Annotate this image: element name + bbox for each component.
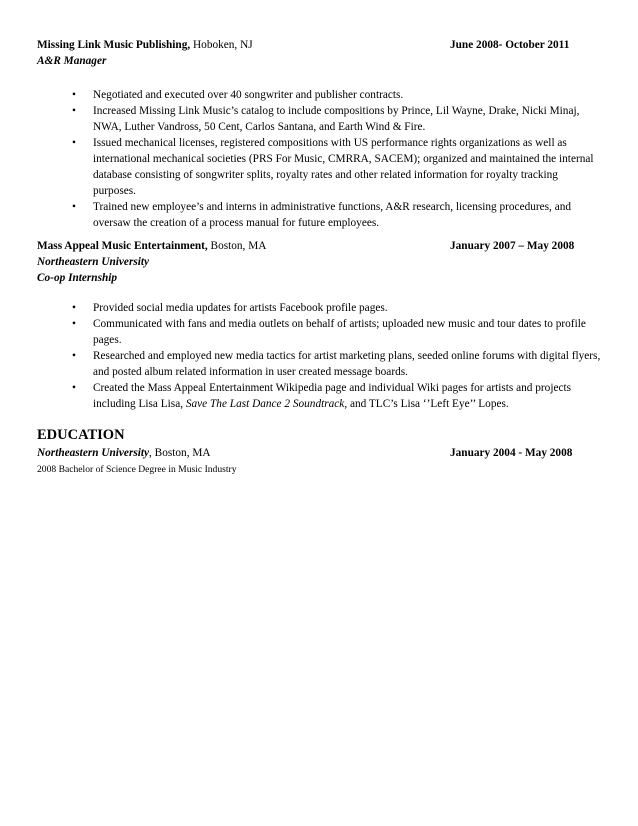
bullet-icon: • [72,350,76,362]
job2-heading [37,238,266,254]
job1-bullet-list [72,87,602,231]
education-location: , Boston, MA [149,447,211,459]
bullet-icon: • [72,302,76,314]
list-item: • Communicated with fans and media outlets on behalf of artists; uploaded new music and tour dates to profile pages. [72,318,586,346]
list-item: • Created the Mass Appeal Entertainment Wikipedia page and individual Wiki pages for artists and projects including Lisa Lisa, Save The Last Dance 2 Soundtrack, and TLC’s Lisa ‘’Left Eye’’ Lopes. [72,382,572,410]
list-item: • Provided social media updates for artists Facebook profile pages. [72,302,388,314]
bullet-icon: • [72,318,76,330]
job1-heading [37,37,253,53]
list-item: • Negotiated and executed over 40 songwriter and publisher contracts. [72,89,404,101]
education-institution [37,445,211,461]
education-heading: EDUCATION [37,427,125,443]
bullet-icon: • [72,105,76,117]
job1-employer: Missing Link Music Publishing, [37,39,191,51]
list-item: • Trained new employee’s and interns in administrative functions, A&R research, licensing procedures, and oversaw the creation of a process manual for future employees. [72,201,572,229]
education-school: Northeastern University [37,447,150,459]
list-item: • Researched and employed new media tactics for artist marketing plans, seeded online forums with digital flyers, and posted album related information in user created message boards. [72,350,601,378]
job2-school: Northeastern University [37,256,150,268]
job1-dates: June 2008- October 2011 [450,39,570,51]
list-item: • Issued mechanical licenses, registered compositions with US performance rights organizations as well as international mechanical societies (PRS For Music, CMRRA, SACEM); organized and maintained the internal database consisting of songwriter splits, royalty rates and other related information for royalty tracking purposes. [72,137,594,197]
education-degree: 2008 Bachelor of Science Degree in Music Industry [37,464,237,475]
job2-bullet-list [72,300,602,412]
job1-title: A&R Manager [37,55,107,67]
bullet-icon: • [72,201,76,213]
job2-dates: January 2007 – May 2008 [450,240,575,252]
bullet-icon: • [72,137,76,149]
soundtrack-title: Save The Last Dance 2 Soundtrack [185,398,345,410]
bullet-icon: • [72,382,76,394]
job2-title: Co-op Internship [37,272,118,284]
list-item: • Increased Missing Link Music’s catalog to include compositions by Prince, Lil Wayne, Drake, Nicki Minaj, NWA, Luther Vandross, 50 Cent, Carlos Santana, and Earth Wind & Fire. [72,105,580,133]
education-dates: January 2004 - May 2008 [450,447,573,459]
job2-location: Boston, MA [207,240,267,252]
job2-employer: Mass Appeal Music Entertainment, [37,240,208,252]
job1-location: Hoboken, NJ [190,39,253,51]
bullet-icon: • [72,89,76,101]
